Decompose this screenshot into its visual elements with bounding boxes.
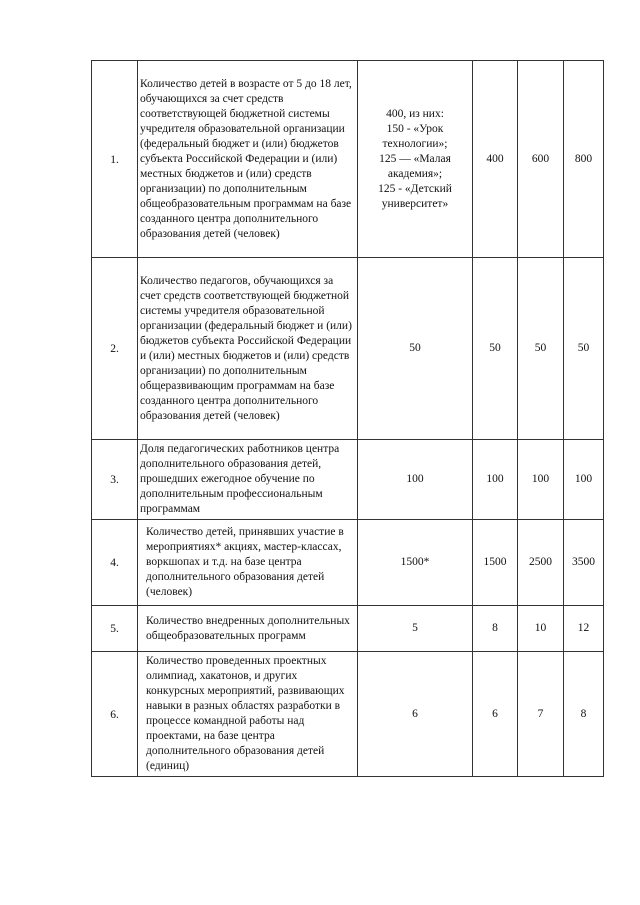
baseline-value: 6 (358, 652, 473, 777)
table-row (92, 258, 604, 440)
baseline-value: 5 (358, 606, 473, 652)
target-value-3: 12 (564, 606, 604, 652)
baseline-value: 1500* (358, 520, 473, 606)
indicator-description: Количество детей, принявших участие в мероприятиях* акциях, мастер-классах, воркшопах и т.д. на базе центра дополнительного образования детей (человек) (138, 520, 358, 606)
indicator-description: Количество проведенных проектных олимпиад, хакатонов, и других конкурсных мероприятий, развивающих навыки в разных областях разработки в процессе командной работы над проектами, на базе центра дополнительного образования детей (единиц) (138, 652, 358, 777)
row-number: 4. (92, 520, 138, 606)
target-value-1: 1500 (473, 520, 518, 606)
row-number: 5. (92, 606, 138, 652)
target-value-2: 50 (518, 258, 564, 440)
target-value-1: 8 (473, 606, 518, 652)
row-number: 1. (92, 61, 138, 258)
row-number: 6. (92, 652, 138, 777)
target-value-3: 100 (564, 440, 604, 520)
target-value-1: 50 (473, 258, 518, 440)
indicator-description: Количество внедренных дополнительных общеобразовательных программ (138, 606, 358, 652)
target-value-3: 8 (564, 652, 604, 777)
table-row (92, 440, 604, 520)
table-row (92, 606, 604, 652)
target-value-1: 100 (473, 440, 518, 520)
target-value-2: 10 (518, 606, 564, 652)
target-value-1: 6 (473, 652, 518, 777)
row-number: 2. (92, 258, 138, 440)
target-value-3: 50 (564, 258, 604, 440)
indicators-table (91, 60, 604, 777)
baseline-value: 100 (358, 440, 473, 520)
table-row (92, 61, 604, 258)
row-number: 3. (92, 440, 138, 520)
target-value-2: 600 (518, 61, 564, 258)
target-value-2: 7 (518, 652, 564, 777)
table-row (92, 520, 604, 606)
indicator-description: Количество детей в возрасте от 5 до 18 лет, обучающихся за счет средств соответствующей бюджетной системы учредителя образовательной организации (федеральный бюджет и (или) бюджетов субъекта Российской Федерации и (или) местных бюджетов и (или) средств организации) по дополнительным общеобразовательным программам на базе созданного центра дополнительного образования детей (человек) (138, 61, 358, 258)
target-value-3: 3500 (564, 520, 604, 606)
target-value-2: 2500 (518, 520, 564, 606)
target-value-2: 100 (518, 440, 564, 520)
target-value-3: 800 (564, 61, 604, 258)
indicator-description: Количество педагогов, обучающихся за счет средств соответствующей бюджетной системы учредителя образовательной организации (федеральный бюджет и (или) бюджетов субъекта Российской Федерации и (или) местных бюджетов и (или) средств организации) по дополнительным общеразвивающим программам на базе созданного центра дополнительного образования детей (человек) (138, 258, 358, 440)
target-value-1: 400 (473, 61, 518, 258)
baseline-value: 50 (358, 258, 473, 440)
table-row (92, 652, 604, 777)
indicator-description: Доля педагогических работников центра дополнительного образования детей, прошедших ежегодное обучение по дополнительным профессиональным программам (138, 440, 358, 520)
baseline-value: 400, из них: 150 - «Урок технологии»; 125 — «Малая академия»; 125 - «Детский университет» (358, 61, 473, 258)
